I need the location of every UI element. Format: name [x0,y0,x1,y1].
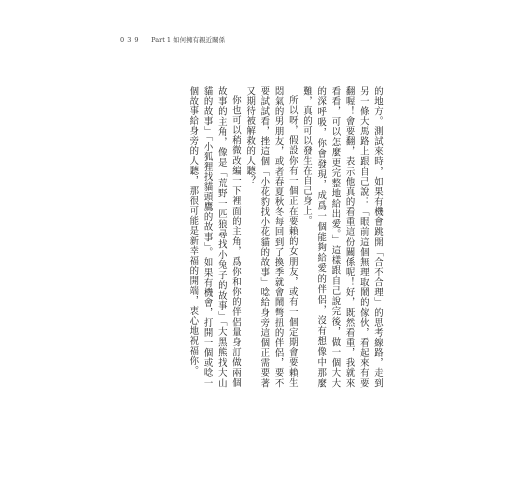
paragraph: 你也可以稍微改編一下裡面的主角，爲你和你的伴侶量身訂做兩個故事的主角，像是「荒野一匹狼尋找小兔子的故事」「大黑熊找大山貓的故事」「小狐狸找貓頭鷹的故事」。如果有機會，打開一個或唸一個故事給身旁的人聽，那很可能是新幸福的開端，衷心地祝福你。 [187,86,241,388]
page-number: 0 3 9 [120,36,140,44]
running-head [120,35,225,44]
body-text [187,86,384,388]
chapter-title: Part 1 如何擁有親近關係 [151,36,226,44]
paragraph: 所以呀，假設你有一個正在要賴的女朋友，或有一個定期會要賴生悶氣的男朋友，或者春夏秋冬每回到了換季就會鬧彆扭的伴侶，要不要試試看，挫這個「小花豹找小花貓的故事」唸給身旁這個正需要著又期待被解救的人聽？ [244,86,298,388]
paragraph: 的地方。測試來時，如果有機會跳開「合不合理」的思考線路，走到另一條大馬路上跟自己說：「眼前這個無理取鬧的傢伙，看起來有要翻喔！會要翻，表示他真的看重這份關係呢！好，既然看重，我就來看看，可以怎麼更完整地給出愛。」這樣跟自己說完後，做一個大大的深呼吸，你會發現，成爲一個能夠給愛的伴侶，沒有想像中那麼難，真的可以發生在自己身上。 [300,86,383,388]
